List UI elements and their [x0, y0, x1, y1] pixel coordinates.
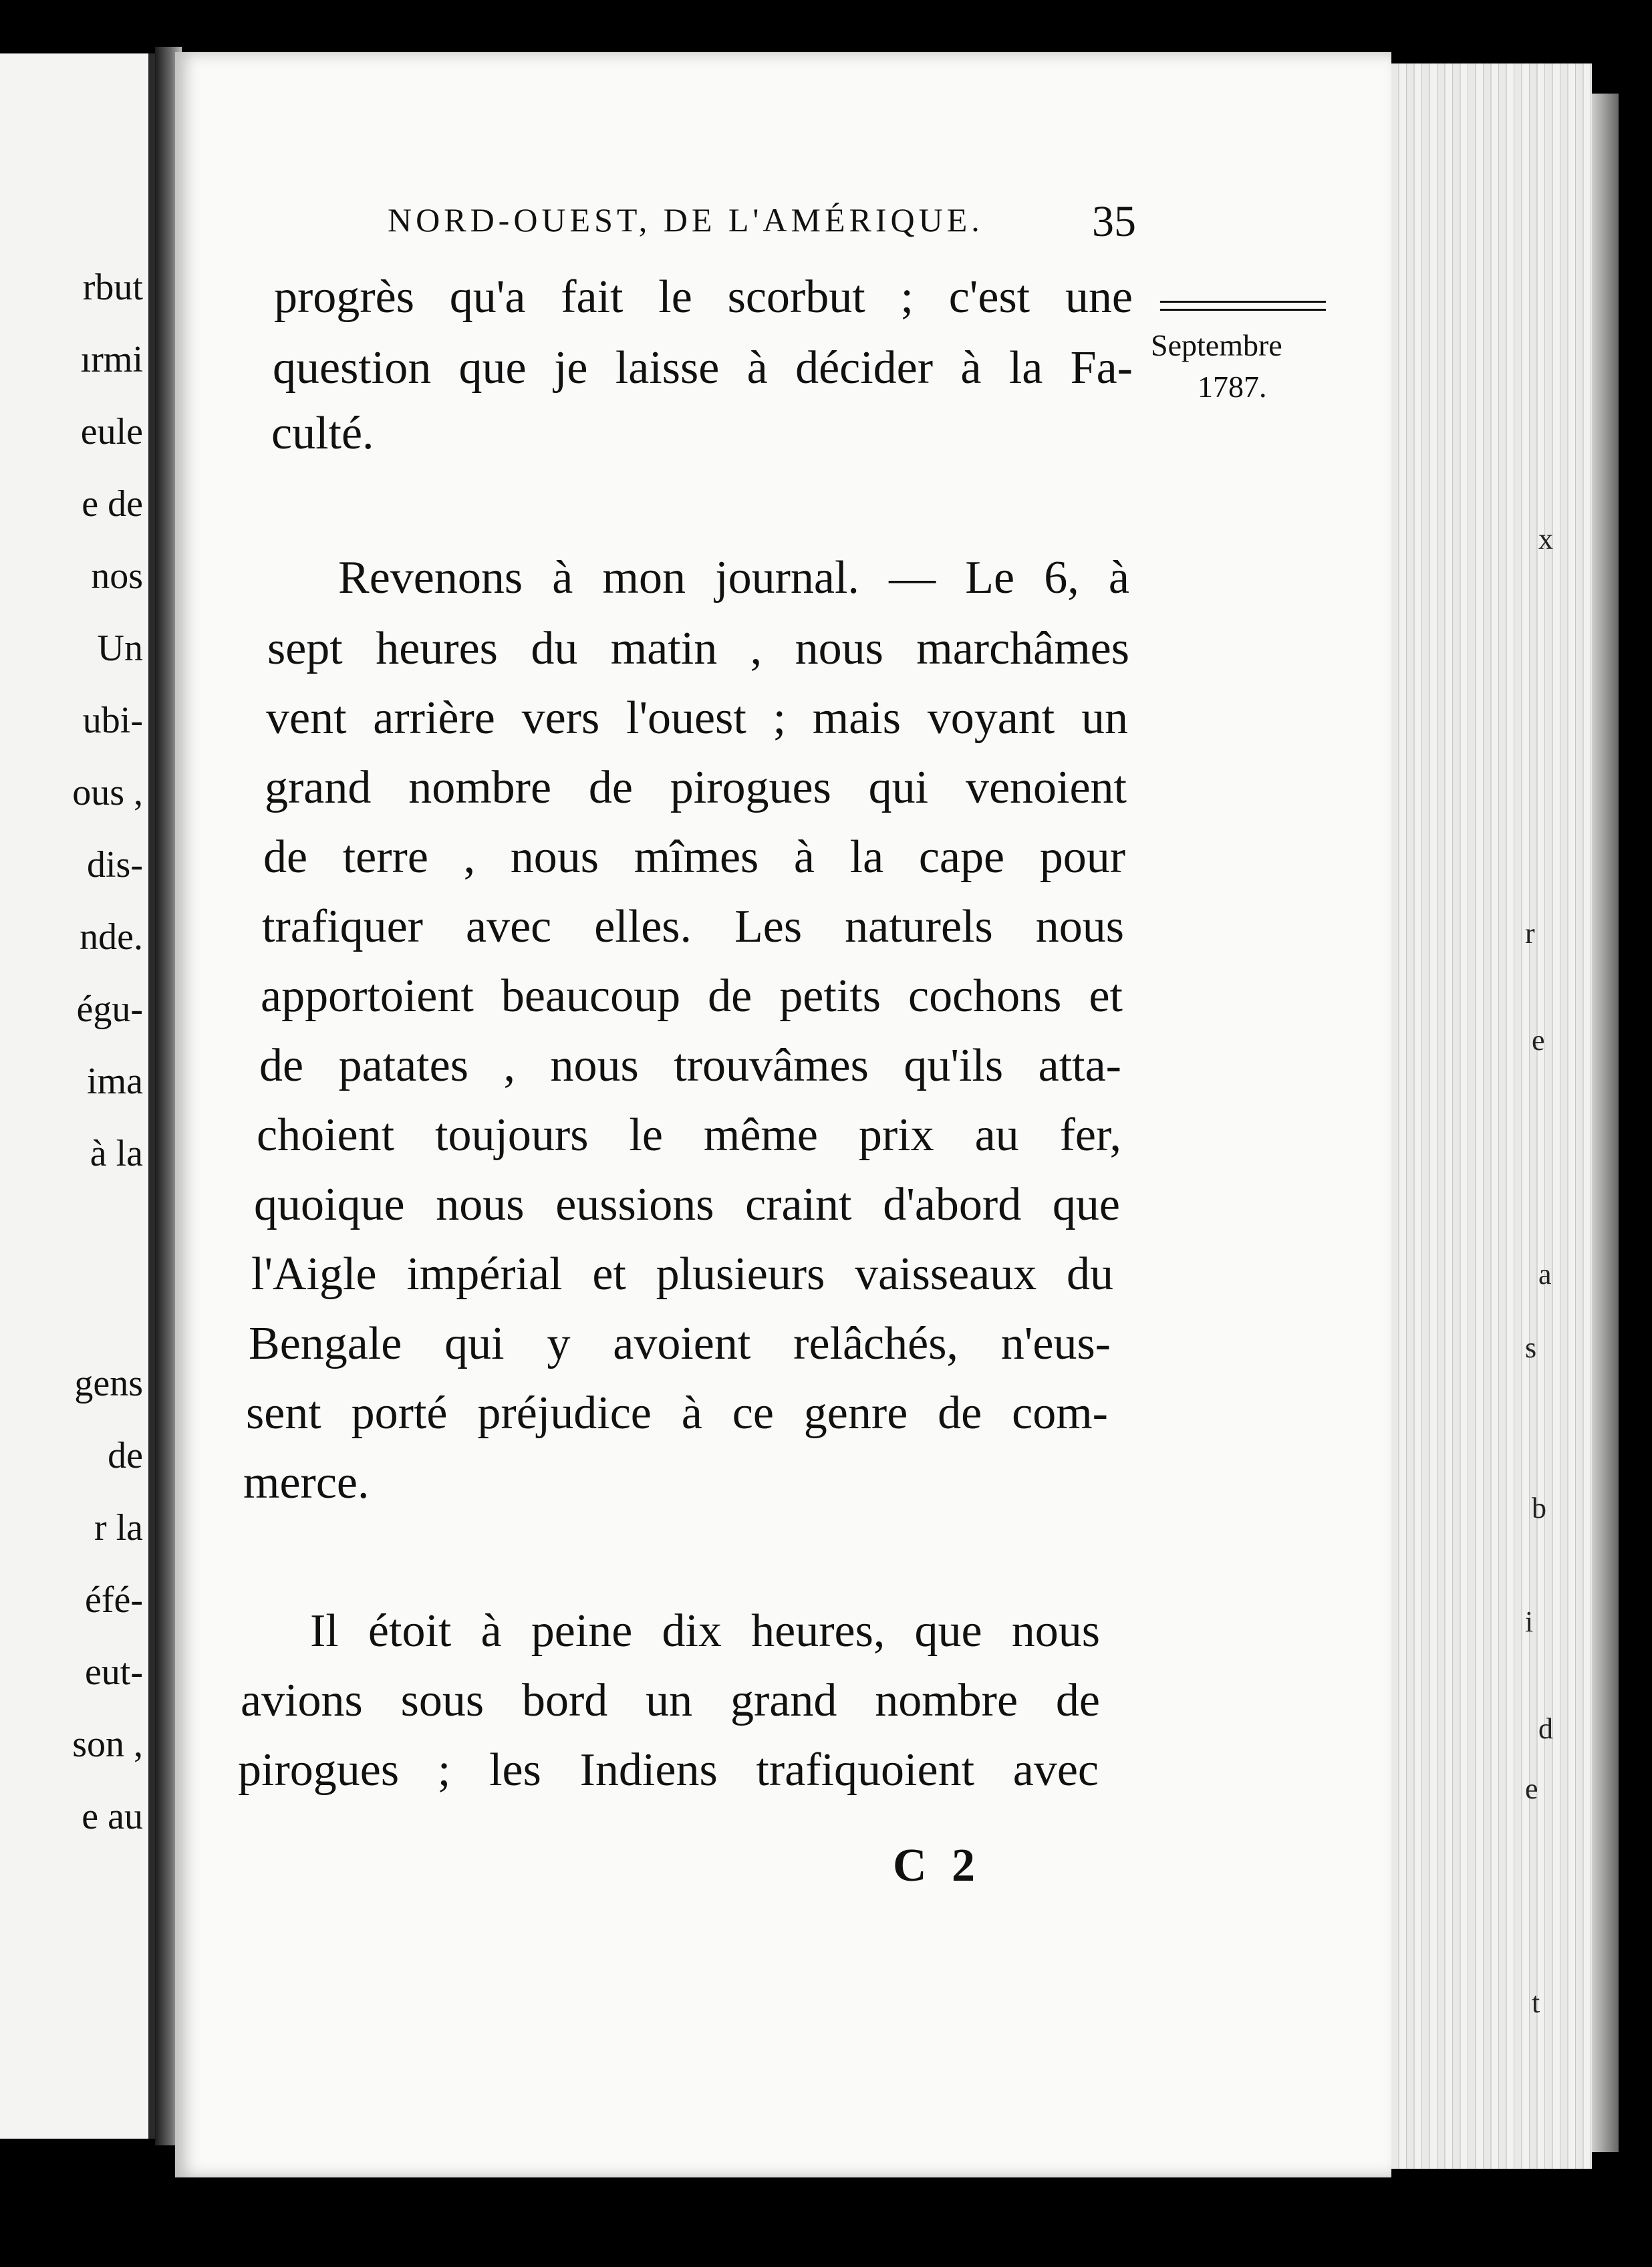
signature-mark: C 2 — [893, 1840, 982, 1891]
facing-page-line: ous , — [72, 772, 143, 813]
text-line: sept heures du matin , nous marchâmes — [267, 623, 1129, 674]
margin-rule — [1160, 301, 1326, 303]
stack-mark: i — [1525, 1605, 1534, 1638]
facing-page-line: éfé- — [84, 1579, 143, 1621]
facing-page-line: e au — [82, 1796, 143, 1837]
text-line: Bengale qui y avoient relâchés, n'eus- — [249, 1318, 1111, 1369]
text-line: question que je laisse à décider à la Fa- — [273, 342, 1133, 394]
running-header — [388, 197, 1136, 246]
stack-mark: r — [1525, 917, 1535, 950]
facing-page-line: ubi- — [82, 700, 143, 741]
facing-page-line: égu- — [76, 988, 143, 1030]
text-line: trafiquer avec elles. Les naturels nous — [262, 901, 1124, 952]
text-line: sent porté préjudice à ce genre de com- — [246, 1387, 1108, 1439]
text-line: de patates , nous trouvâmes qu'ils atta- — [259, 1040, 1121, 1091]
facing-page-line: rbut — [82, 267, 143, 308]
facing-page-line: gens — [74, 1363, 143, 1404]
stack-mark: e — [1532, 1024, 1545, 1057]
facing-page-edge — [0, 53, 155, 2139]
facing-page-line: e de — [82, 483, 143, 525]
stack-mark: x — [1538, 523, 1553, 555]
text-line: vent arrière vers l'ouest ; mais voyant un — [266, 692, 1128, 744]
text-line: Revenons à mon journal. — Le 6, à — [338, 552, 1129, 604]
facing-page-line: eut- — [84, 1651, 143, 1693]
page-stack-edge — [1391, 63, 1592, 2169]
text-line: avions sous bord un grand nombre de — [241, 1675, 1100, 1726]
stack-mark: s — [1525, 1331, 1537, 1364]
text-line: Il étoit à peine dix heures, que nous — [310, 1605, 1100, 1657]
facing-page-line: Un — [97, 628, 143, 669]
text-line: de terre , nous mîmes à la cape pour — [263, 831, 1125, 883]
facing-page-line: ima — [87, 1061, 143, 1102]
stack-mark: a — [1538, 1258, 1552, 1291]
book-edge-shadow — [1592, 94, 1619, 2152]
facing-page-line: r la — [94, 1507, 143, 1549]
stack-mark: d — [1538, 1712, 1553, 1745]
facing-page-line: eule — [80, 411, 143, 452]
margin-rule — [1160, 309, 1326, 311]
facing-page-line: dis- — [87, 844, 143, 886]
facing-page-line: nos — [91, 555, 143, 597]
stack-mark: b — [1532, 1492, 1546, 1524]
text-line: l'Aigle impérial et plusieurs vaisseaux du — [251, 1248, 1113, 1300]
text-line: grand nombre de pirogues qui venoient — [265, 762, 1127, 813]
facing-page-line: ırmi — [80, 339, 143, 380]
text-line: pirogues ; les Indiens trafiquoient avec — [238, 1744, 1099, 1796]
stack-mark: t — [1532, 1986, 1540, 2019]
text-line: merce. — [243, 1457, 370, 1508]
margin-date-year: 1787. — [1198, 370, 1267, 404]
text-line: apportoient beaucoup de petits cochons et — [261, 970, 1123, 1022]
text-line: choient toujours le même prix au fer, — [257, 1109, 1121, 1161]
page-number: 35 — [1092, 197, 1136, 246]
facing-page-line: nde. — [80, 916, 143, 958]
stack-mark: e — [1525, 1772, 1538, 1805]
facing-page-line: de — [108, 1435, 143, 1476]
running-title: NORD-OUEST, DE L'AMÉRIQUE. — [388, 201, 984, 239]
facing-page-line: son , — [72, 1724, 143, 1765]
text-line: culté. — [271, 408, 374, 459]
margin-date-month: Septembre — [1151, 328, 1282, 362]
facing-page-line: à la — [90, 1133, 143, 1174]
text-line: progrès qu'a fait le scorbut ; c'est une — [274, 271, 1133, 323]
text-line: quoique nous eussions craint d'abord que — [254, 1179, 1120, 1230]
